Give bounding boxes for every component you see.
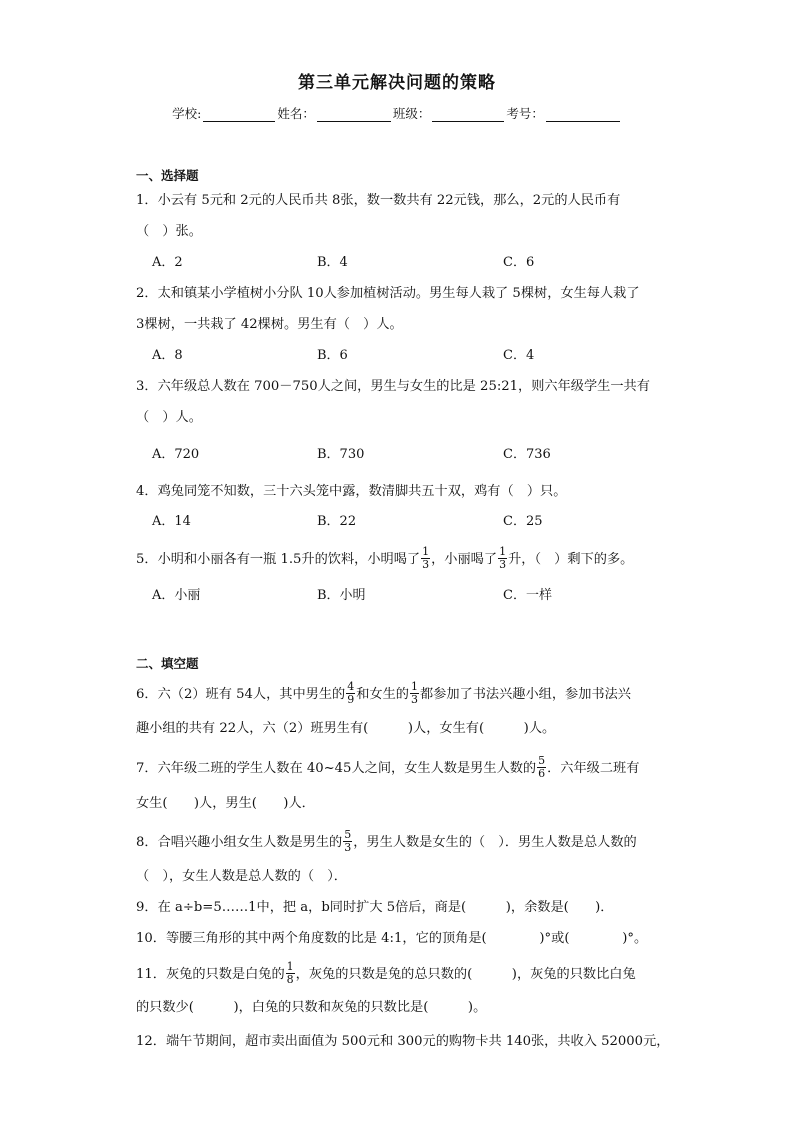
question-3-option-c[interactable]: C．736 [503, 447, 551, 462]
question-6-text-c: 都参加了书法兴趣小组，参加书法兴 [419, 687, 631, 702]
fraction-denominator: 9 [347, 693, 355, 706]
fraction [498, 546, 507, 571]
fraction-numerator: 1 [422, 545, 430, 558]
fraction-denominator: 3 [499, 558, 507, 571]
question-5-text-c: 升，（ ）剩下的多。 [508, 552, 634, 567]
fraction [286, 961, 295, 986]
fraction-denominator: 3 [410, 693, 418, 706]
student-info-line [0, 104, 794, 122]
question-5-option-a[interactable]: A．小丽 [152, 588, 201, 603]
page-title: 第三单元解决问题的策略 [298, 73, 496, 93]
number-blank[interactable] [546, 107, 620, 122]
fraction-numerator: 5 [344, 828, 352, 841]
fraction-denominator: 8 [286, 973, 294, 986]
fraction-numerator: 5 [538, 754, 546, 767]
question-5-option-c[interactable]: C．一样 [503, 588, 552, 603]
question-8-line-2: （ ），女生人数是总人数的（ ）． [136, 869, 347, 884]
school-label: 学校: [172, 106, 202, 121]
question-2-option-b[interactable]: B．6 [317, 348, 348, 363]
question-5-line-1 [136, 547, 633, 572]
question-5-option-b[interactable]: B．小明 [317, 588, 366, 603]
number-label: 考号： [506, 106, 544, 121]
question-8-text-a: 8．合唱兴趣小组女生人数是男生的 [136, 835, 343, 850]
question-4-line-1: 4．鸡兔同笼不知数，三十六头笼中露，数清脚共五十双，鸡有（ ）只。 [136, 484, 567, 499]
fraction-numerator: 1 [499, 545, 507, 558]
question-3-line-1: 3．六年级总人数在 700－750人之间，男生与女生的比是 25:21，则六年级学生一共有 [136, 379, 650, 394]
question-2-option-c[interactable]: C．4 [503, 348, 535, 363]
question-10-line-1: 10．等腰三角形的其中两个角度数的比是 4:1，它的顶角是( )°或( )°。 [136, 931, 648, 946]
question-1-option-a[interactable]: A．2 [152, 255, 183, 270]
question-7-line-2: 女生( )人，男生( )人． [136, 796, 315, 811]
question-7-line-1 [136, 756, 639, 781]
question-6-text-a: 6．六（2）班有 54人，其中男生的 [136, 687, 346, 702]
class-blank[interactable] [432, 107, 504, 122]
question-7-text-a: 7．六年级二班的学生人数在 40~45人之间，女生人数是男生人数的 [136, 761, 537, 776]
question-2-line-2: 3棵树，一共栽了 42棵树。男生有（ ）人。 [136, 317, 403, 332]
question-1-option-b[interactable]: B．4 [317, 255, 348, 270]
question-7-text-b: ．六年级二班有 [547, 761, 640, 776]
question-5-text-b: ，小丽喝了 [431, 552, 498, 567]
name-label: 姓名： [277, 106, 315, 121]
question-4-option-c[interactable]: C．25 [503, 514, 543, 529]
question-4-option-a[interactable]: A．14 [152, 514, 191, 529]
fraction [410, 681, 419, 706]
fraction [537, 755, 546, 780]
question-3-option-a[interactable]: A．720 [152, 447, 200, 462]
fraction-denominator: 3 [422, 558, 430, 571]
fraction [421, 546, 430, 571]
question-3-option-b[interactable]: B．730 [317, 447, 365, 462]
question-11-text-a: 11．灰兔的只数是白兔的 [136, 967, 285, 982]
question-4-option-b[interactable]: B．22 [317, 514, 357, 529]
question-2-line-1: 2．太和镇某小学植树小分队 10人参加植树活动。男生每人栽了 5棵树，女生每人栽了 [136, 286, 640, 301]
school-blank[interactable] [203, 107, 275, 122]
question-6-line-1 [136, 682, 631, 707]
section-heading-choice: 一、选择题 [136, 168, 199, 183]
question-11-text-b: ，灰兔的只数是兔的总只数的( )，灰兔的只数比白兔 [295, 967, 636, 982]
fraction-denominator: 3 [344, 841, 352, 854]
question-6-line-2: 趣小组的共有 22人，六（2）班男生有( )人，女生有( )人。 [136, 721, 556, 736]
question-5-text-a: 5．小明和小丽各有一瓶 1.5升的饮料，小明喝了 [136, 552, 421, 567]
class-label: 班级： [392, 106, 431, 121]
question-9-line-1: 9．在 a÷b=5……1中，把 a，b同时扩大 5倍后，商是( )，余数是( )． [136, 900, 614, 915]
question-12-line-1: 12．端午节期间，超市卖出面值为 500元和 300元的购物卡共 140张，共收入 52000元， [136, 1034, 670, 1049]
fraction-numerator: 1 [410, 680, 418, 693]
fraction-denominator: 6 [538, 767, 546, 780]
question-1-option-c[interactable]: C．6 [503, 255, 535, 270]
question-3-line-2: （ ）人。 [136, 410, 202, 425]
question-11-line-1 [136, 962, 636, 987]
question-8-text-b: ，男生人数是女生的（ ）．男生人数是总人数的 [353, 835, 637, 850]
fraction-numerator: 1 [286, 960, 294, 973]
question-1-line-2: （ ）张。 [136, 224, 202, 239]
question-1-line-1: 1．小云有 5元和 2元的人民币共 8张，数一数共有 22元钱，那么，2元的人民币有 [136, 193, 621, 208]
fraction [343, 829, 352, 854]
section-heading-fill: 二、填空题 [136, 656, 199, 671]
question-2-option-a[interactable]: A．8 [152, 348, 183, 363]
fraction-numerator: 4 [347, 680, 355, 693]
question-6-text-b: 和女生的 [356, 687, 409, 702]
fraction [346, 681, 355, 706]
question-8-line-1 [136, 830, 637, 855]
name-blank[interactable] [317, 107, 391, 122]
question-11-line-2: 的只数少( )，白兔的只数和灰兔的只数比是( )。 [136, 1000, 487, 1015]
